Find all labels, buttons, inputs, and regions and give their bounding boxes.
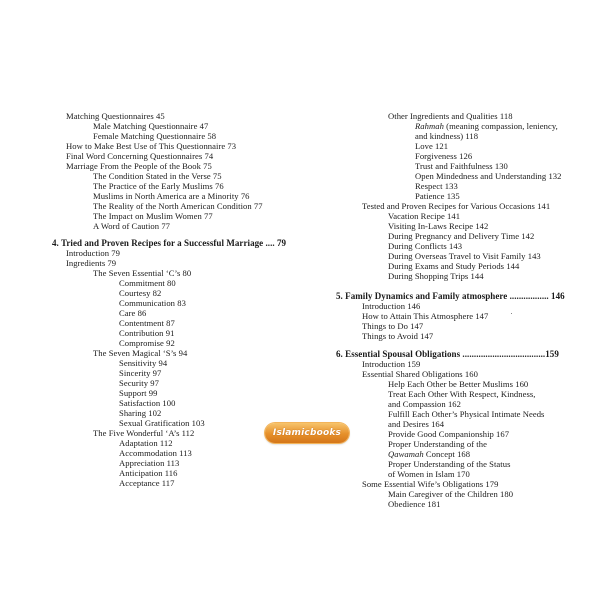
toc-entry: Things to Avoid 147 (362, 331, 434, 341)
toc-entry: Treat Each Other With Respect, Kindness, (388, 389, 536, 399)
toc-entry: During Shopping Trips 144 (388, 271, 484, 281)
toc-entry: The Condition Stated in the Verse 75 (93, 171, 222, 181)
toc-entry: Provide Good Companionship 167 (388, 429, 510, 439)
toc-entry: Visiting In-Laws Recipe 142 (388, 221, 489, 231)
toc-entry-italic-term: Qawamah (388, 449, 424, 459)
toc-entry: A Word of Caution 77 (93, 221, 171, 231)
toc-entry: Appreciation 113 (119, 458, 180, 468)
toc-entry: Accommodation 113 (119, 448, 192, 458)
toc-chapter-heading: 4. Tried and Proven Recipes for a Successful Marriage .... 79 (52, 238, 287, 248)
toc-entry: The Seven Magical ‘S’s 94 (93, 348, 188, 358)
toc-entry: and Desires 164 (388, 419, 445, 429)
toc-entry: During Pregnancy and Delivery Time 142 (388, 231, 535, 241)
toc-entry: Ingredients 79 (66, 258, 117, 268)
toc-entry: Communication 83 (119, 298, 186, 308)
toc-entry: Obedience 181 (388, 499, 441, 509)
toc-entry: Matching Questionnaires 45 (66, 111, 165, 121)
toc-entry: Proper Understanding of the (388, 439, 487, 449)
toc-entry (415, 121, 558, 131)
toc-chapter-heading: 6. Essential Spousal Obligations ....................................159 (336, 349, 559, 359)
toc-entry: Other Ingredients and Qualities 118 (388, 111, 513, 121)
toc-entry: Sharing 102 (119, 408, 162, 418)
toc-entry: Introduction 159 (362, 359, 421, 369)
toc-entry: Commitment 80 (119, 278, 176, 288)
toc-entry: Main Caregiver of the Children 180 (388, 489, 514, 499)
toc-entry: Compromise 92 (119, 338, 175, 348)
toc-entry: Sexual Gratification 103 (119, 418, 205, 428)
toc-entry: Essential Shared Obligations 160 (362, 369, 478, 379)
toc-entry: Fulfill Each Other’s Physical Intimate Needs (388, 409, 545, 419)
toc-entry: Forgiveness 126 (415, 151, 473, 161)
islamicbooks-logo-icon (265, 423, 349, 443)
toc-entry: During Exams and Study Periods 144 (388, 261, 520, 271)
toc-entry: Respect 133 (415, 181, 458, 191)
toc-entry: Things to Do 147 (362, 321, 424, 331)
toc-entry: During Conflicts 143 (388, 241, 463, 251)
toc-entry: How to Make Best Use of This Questionnaire 73 (66, 141, 237, 151)
toc-entry: The Practice of the Early Muslims 76 (93, 181, 224, 191)
toc-entry: Tested and Proven Recipes for Various Occasions 141 (362, 201, 551, 211)
toc-entry: Female Matching Questionnaire 58 (93, 131, 217, 141)
toc-entry: Trust and Faithfulness 130 (415, 161, 508, 171)
toc-entry: Courtesy 82 (119, 288, 162, 298)
toc-entry: The Seven Essential ‘C’s 80 (93, 268, 192, 278)
toc-entry: How to Attain This Atmosphere 147 (362, 311, 489, 321)
toc-entry: Open Mindedness and Understanding 132 (415, 171, 562, 181)
watermark-text: Islamicbooks (272, 428, 342, 438)
toc-entry: Acceptance 117 (119, 478, 175, 488)
toc-entry: Vacation Recipe 141 (388, 211, 461, 221)
toc-entry: The Impact on Muslim Women 77 (93, 211, 213, 221)
toc-entry: Introduction 146 (362, 301, 421, 311)
toc-entry: Patience 135 (415, 191, 460, 201)
toc-entry: and kindness) 118 (415, 131, 479, 141)
toc-entry: Introduction 79 (66, 248, 120, 258)
toc-entry: Contentment 87 (119, 318, 175, 328)
toc-entry: Anticipation 116 (119, 468, 178, 478)
toc-entry: Satisfaction 100 (119, 398, 176, 408)
toc-entry: Security 97 (119, 378, 159, 388)
toc-entry: Help Each Other be Better Muslims 160 (388, 379, 529, 389)
toc-entry: Proper Understanding of the Status (388, 459, 511, 469)
toc-entry-rest: Concept 168 (423, 449, 471, 459)
toc-entry: Support 99 (119, 388, 158, 398)
toc-entry: Sensitivity 94 (119, 358, 168, 368)
toc-entry: During Overseas Travel to Visit Family 143 (388, 251, 541, 261)
toc-entry-rest: (meaning compassion, leniency, (443, 121, 558, 131)
toc-entry: Contribution 91 (119, 328, 175, 338)
toc-entry: The Reality of the North American Condition 77 (93, 201, 263, 211)
toc-entry: Care 86 (119, 308, 147, 318)
toc-entry: Adaptation 112 (119, 438, 173, 448)
toc-entry: Male Matching Questionnaire 47 (93, 121, 209, 131)
toc-entry: Final Word Concerning Questionnaires 74 (66, 151, 214, 161)
toc-chapter-heading: 5. Family Dynamics and Family atmosphere ................. 146 (336, 291, 565, 301)
toc-entry: Sincerity 97 (119, 368, 162, 378)
toc-entry: and Compassion 162 (388, 399, 461, 409)
toc-entry-italic-term: Rahmah (415, 121, 444, 131)
toc-entry (388, 449, 470, 459)
toc-entry: of Women in Islam 170 (388, 469, 470, 479)
toc-entry: Muslims in North America are a Minority 76 (93, 191, 250, 201)
toc-entry: Marriage From the People of the Book 75 (66, 161, 212, 171)
toc-entry: The Five Wonderful ‘A’s 112 (93, 428, 195, 438)
toc-entry: Love 121 (415, 141, 449, 151)
page-speck (511, 313, 512, 314)
toc-entry: Some Essential Wife’s Obligations 179 (362, 479, 499, 489)
